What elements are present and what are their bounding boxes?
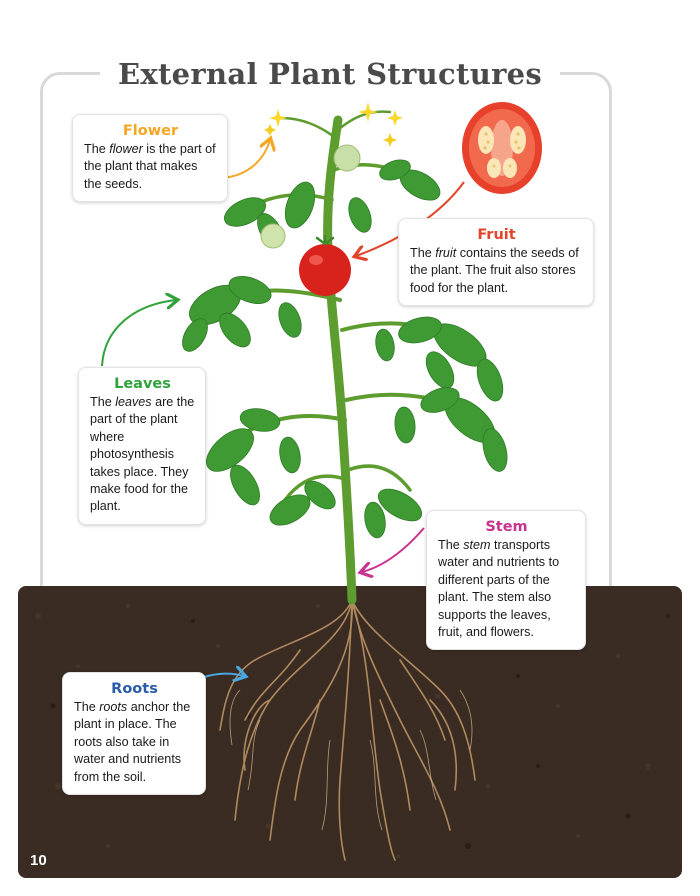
leaves-term: leaves	[115, 395, 152, 409]
stem-text-post: transports water and nutrients to different parts of the plant. The stem also supports the leaves, fruit, and flowers.	[438, 538, 560, 640]
roots-heading: Roots	[111, 681, 158, 697]
flower-heading: Flower	[122, 123, 179, 139]
leaves-heading: Leaves	[114, 376, 171, 392]
roots-callout	[62, 672, 206, 795]
flower-text-pre: The	[84, 142, 110, 156]
flower-callout	[72, 114, 228, 202]
stem-heading: Stem	[485, 519, 528, 535]
fruit-heading: Fruit	[477, 227, 516, 243]
fruit-text-pre: The	[410, 246, 436, 260]
fruit-callout	[398, 218, 594, 306]
leaves-callout	[78, 367, 206, 525]
red-tomato	[299, 236, 351, 296]
leaves-text-post: are the part of the plant where photosynthesis takes place. They make food for the plant.	[90, 395, 195, 514]
roots-text-pre: The	[74, 700, 100, 714]
roots-text-post: anchor the plant in place. The roots also take in water and nutrients from the soil.	[74, 700, 191, 784]
tomato-cross-section-image	[462, 102, 542, 194]
stem-callout	[426, 510, 586, 650]
page-number: 10	[30, 852, 47, 869]
stem-term: stem	[463, 538, 491, 552]
fruit-term: fruit	[435, 246, 457, 260]
stem-text-pre: The	[438, 538, 464, 552]
page-title: External Plant Structures	[100, 52, 560, 96]
leaves-text-pre: The	[90, 395, 116, 409]
flower-text-post: is the part of the plant that makes the seeds.	[84, 142, 216, 191]
roots-term: roots	[99, 700, 128, 714]
flower-term: flower	[109, 142, 143, 156]
fruit-text-post: contains the seeds of the plant. The fruit also stores food for the plant.	[410, 246, 579, 295]
